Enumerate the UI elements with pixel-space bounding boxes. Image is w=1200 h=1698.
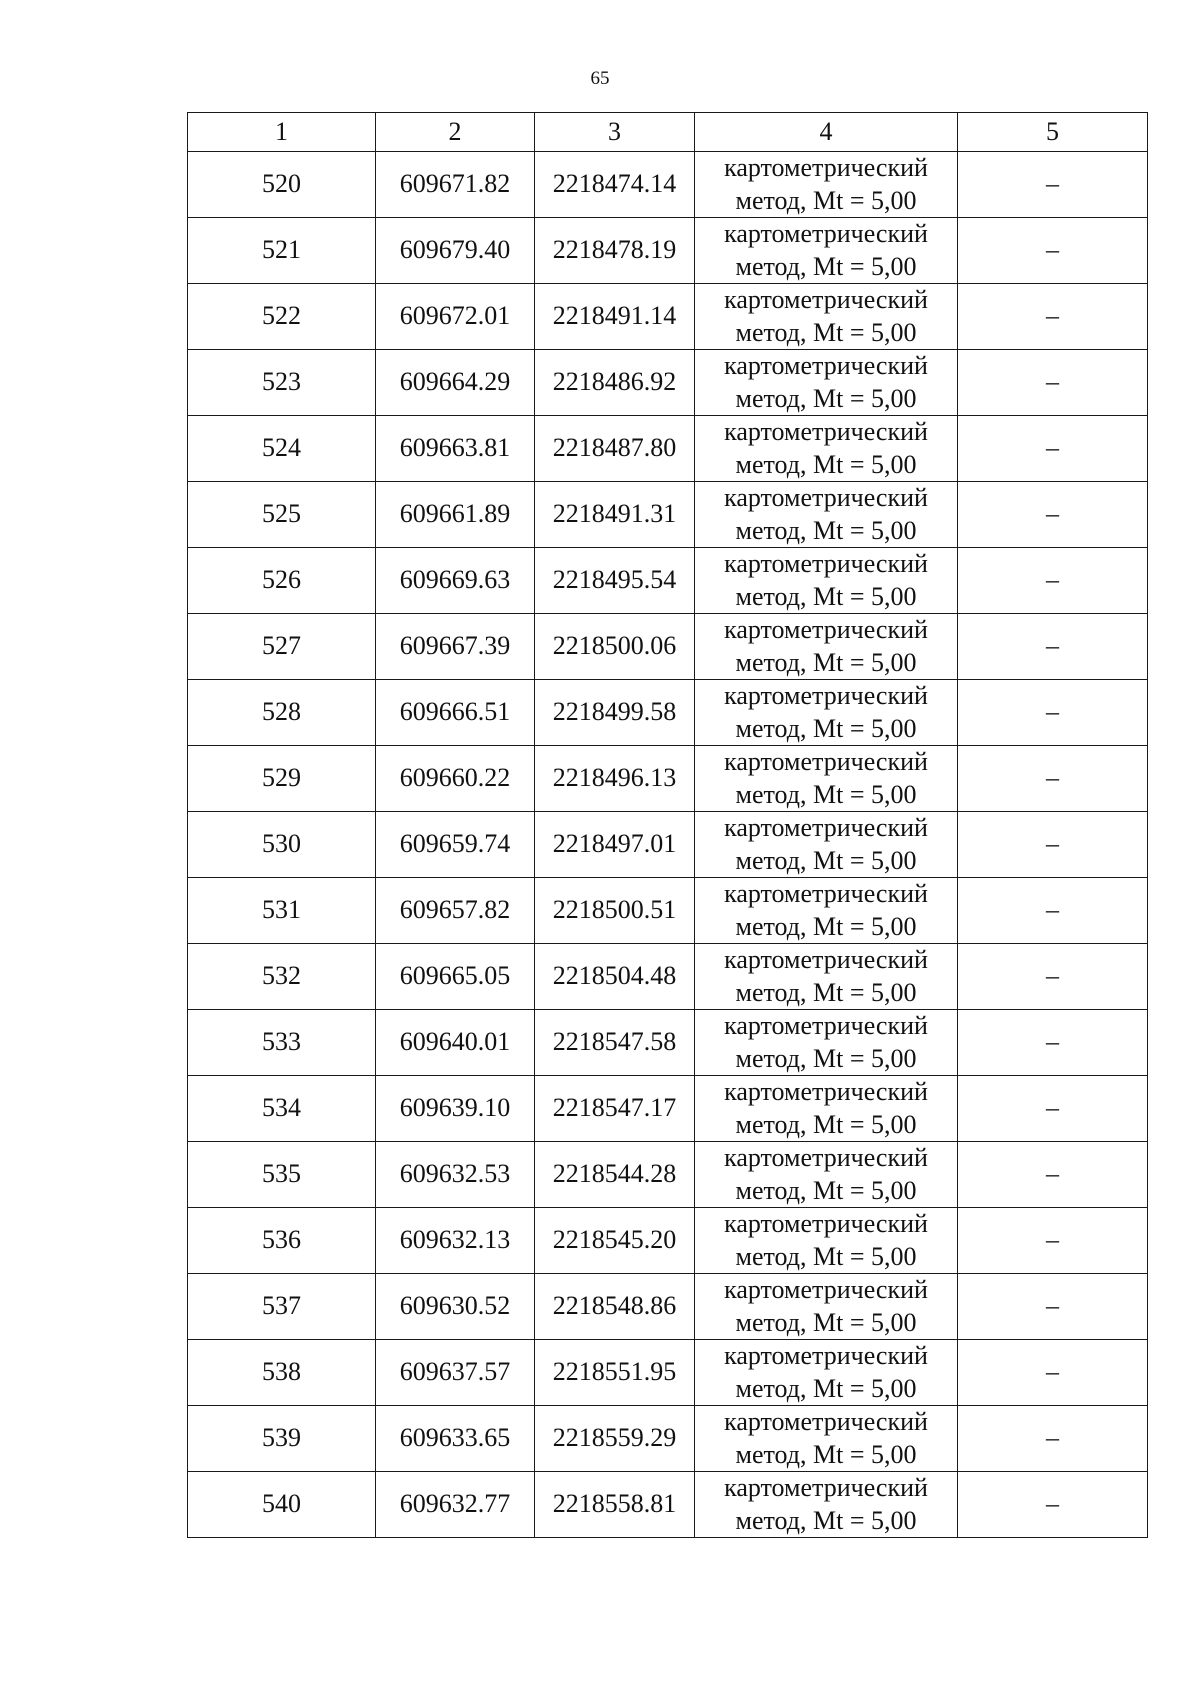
point-number-cell: 535 <box>188 1142 376 1208</box>
note-cell: – <box>958 350 1148 416</box>
method-line-2: метод, Mt = 5,00 <box>735 779 917 809</box>
method-line-1: картометрический <box>724 1341 928 1370</box>
method-line-2: метод, Mt = 5,00 <box>735 185 917 215</box>
method-line-1: картометрический <box>724 351 928 380</box>
y-coordinate-cell: 2218547.17 <box>535 1076 695 1142</box>
y-coordinate-cell: 2218499.58 <box>535 680 695 746</box>
method-cell <box>695 284 958 350</box>
x-coordinate-cell: 609639.10 <box>376 1076 535 1142</box>
method-cell <box>695 152 958 218</box>
method-line-2: метод, Mt = 5,00 <box>735 581 917 611</box>
method-line-1: картометрический <box>724 1011 928 1040</box>
table-row <box>188 1406 1148 1472</box>
table-row <box>188 1472 1148 1538</box>
point-number-cell: 532 <box>188 944 376 1010</box>
y-coordinate-cell: 2218491.14 <box>535 284 695 350</box>
table-row <box>188 1010 1148 1076</box>
method-line-2: метод, Mt = 5,00 <box>735 1373 917 1403</box>
table-row <box>188 548 1148 614</box>
column-header-3: 3 <box>535 113 695 152</box>
method-line-2: метод, Mt = 5,00 <box>735 1505 917 1535</box>
method-line-1: картометрический <box>724 1209 928 1238</box>
point-number-cell: 536 <box>188 1208 376 1274</box>
note-cell: – <box>958 1340 1148 1406</box>
x-coordinate-cell: 609666.51 <box>376 680 535 746</box>
y-coordinate-cell: 2218504.48 <box>535 944 695 1010</box>
table-row <box>188 218 1148 284</box>
y-coordinate-cell: 2218500.06 <box>535 614 695 680</box>
method-line-1: картометрический <box>724 747 928 776</box>
method-line-1: картометрический <box>724 945 928 974</box>
method-line-2: метод, Mt = 5,00 <box>735 515 917 545</box>
x-coordinate-cell: 609667.39 <box>376 614 535 680</box>
point-number-cell: 537 <box>188 1274 376 1340</box>
method-cell <box>695 1010 958 1076</box>
point-number-cell: 526 <box>188 548 376 614</box>
point-number-cell: 538 <box>188 1340 376 1406</box>
y-coordinate-cell: 2218544.28 <box>535 1142 695 1208</box>
table-row <box>188 614 1148 680</box>
method-line-2: метод, Mt = 5,00 <box>735 1307 917 1337</box>
note-cell: – <box>958 548 1148 614</box>
y-coordinate-cell: 2218558.81 <box>535 1472 695 1538</box>
y-coordinate-cell: 2218551.95 <box>535 1340 695 1406</box>
table-row <box>188 1076 1148 1142</box>
x-coordinate-cell: 609659.74 <box>376 812 535 878</box>
note-cell: – <box>958 878 1148 944</box>
method-cell <box>695 878 958 944</box>
point-number-cell: 528 <box>188 680 376 746</box>
table-row <box>188 152 1148 218</box>
method-line-1: картометрический <box>724 1407 928 1436</box>
x-coordinate-cell: 609632.13 <box>376 1208 535 1274</box>
coordinates-table <box>187 112 1148 1538</box>
note-cell: – <box>958 1274 1148 1340</box>
table-row <box>188 1274 1148 1340</box>
method-line-1: картометрический <box>724 483 928 512</box>
column-header-2: 2 <box>376 113 535 152</box>
method-cell <box>695 812 958 878</box>
x-coordinate-cell: 609679.40 <box>376 218 535 284</box>
method-line-2: метод, Mt = 5,00 <box>735 317 917 347</box>
x-coordinate-cell: 609660.22 <box>376 746 535 812</box>
method-cell <box>695 1076 958 1142</box>
note-cell: – <box>958 1208 1148 1274</box>
y-coordinate-cell: 2218474.14 <box>535 152 695 218</box>
note-cell: – <box>958 812 1148 878</box>
table-row <box>188 416 1148 482</box>
method-line-2: метод, Mt = 5,00 <box>735 845 917 875</box>
point-number-cell: 540 <box>188 1472 376 1538</box>
note-cell: – <box>958 218 1148 284</box>
method-line-2: метод, Mt = 5,00 <box>735 1439 917 1469</box>
method-cell <box>695 482 958 548</box>
point-number-cell: 539 <box>188 1406 376 1472</box>
table-row <box>188 812 1148 878</box>
y-coordinate-cell: 2218491.31 <box>535 482 695 548</box>
point-number-cell: 520 <box>188 152 376 218</box>
table-row <box>188 1142 1148 1208</box>
table-row <box>188 878 1148 944</box>
y-coordinate-cell: 2218496.13 <box>535 746 695 812</box>
point-number-cell: 530 <box>188 812 376 878</box>
table-header-row <box>188 113 1148 152</box>
point-number-cell: 521 <box>188 218 376 284</box>
table-row <box>188 1340 1148 1406</box>
x-coordinate-cell: 609632.77 <box>376 1472 535 1538</box>
method-line-1: картометрический <box>724 615 928 644</box>
y-coordinate-cell: 2218559.29 <box>535 1406 695 1472</box>
table-row <box>188 1208 1148 1274</box>
table-row <box>188 680 1148 746</box>
method-line-2: метод, Mt = 5,00 <box>735 713 917 743</box>
point-number-cell: 529 <box>188 746 376 812</box>
method-cell <box>695 680 958 746</box>
method-line-1: картометрический <box>724 1473 928 1502</box>
method-line-1: картометрический <box>724 1077 928 1106</box>
method-cell <box>695 1274 958 1340</box>
column-header-5: 5 <box>958 113 1148 152</box>
y-coordinate-cell: 2218548.86 <box>535 1274 695 1340</box>
note-cell: – <box>958 680 1148 746</box>
method-line-2: метод, Mt = 5,00 <box>735 977 917 1007</box>
method-cell <box>695 1472 958 1538</box>
x-coordinate-cell: 609665.05 <box>376 944 535 1010</box>
point-number-cell: 531 <box>188 878 376 944</box>
method-line-2: метод, Mt = 5,00 <box>735 647 917 677</box>
point-number-cell: 527 <box>188 614 376 680</box>
table-row <box>188 284 1148 350</box>
note-cell: – <box>958 614 1148 680</box>
x-coordinate-cell: 609672.01 <box>376 284 535 350</box>
method-cell <box>695 218 958 284</box>
table-body <box>188 152 1148 1538</box>
method-line-2: метод, Mt = 5,00 <box>735 251 917 281</box>
method-line-1: картометрический <box>724 681 928 710</box>
table-row <box>188 944 1148 1010</box>
y-coordinate-cell: 2218547.58 <box>535 1010 695 1076</box>
x-coordinate-cell: 609664.29 <box>376 350 535 416</box>
method-line-2: метод, Mt = 5,00 <box>735 1175 917 1205</box>
y-coordinate-cell: 2218487.80 <box>535 416 695 482</box>
method-line-1: картометрический <box>724 549 928 578</box>
note-cell: – <box>958 746 1148 812</box>
y-coordinate-cell: 2218486.92 <box>535 350 695 416</box>
column-header-4: 4 <box>695 113 958 152</box>
point-number-cell: 534 <box>188 1076 376 1142</box>
note-cell: – <box>958 284 1148 350</box>
point-number-cell: 525 <box>188 482 376 548</box>
method-line-2: метод, Mt = 5,00 <box>735 1241 917 1271</box>
note-cell: – <box>958 482 1148 548</box>
point-number-cell: 524 <box>188 416 376 482</box>
x-coordinate-cell: 609633.65 <box>376 1406 535 1472</box>
y-coordinate-cell: 2218497.01 <box>535 812 695 878</box>
note-cell: – <box>958 944 1148 1010</box>
table-row <box>188 482 1148 548</box>
point-number-cell: 522 <box>188 284 376 350</box>
y-coordinate-cell: 2218545.20 <box>535 1208 695 1274</box>
x-coordinate-cell: 609630.52 <box>376 1274 535 1340</box>
table-row <box>188 350 1148 416</box>
method-line-2: метод, Mt = 5,00 <box>735 1043 917 1073</box>
method-line-1: картометрический <box>724 1275 928 1304</box>
method-line-1: картометрический <box>724 879 928 908</box>
x-coordinate-cell: 609669.63 <box>376 548 535 614</box>
x-coordinate-cell: 609637.57 <box>376 1340 535 1406</box>
method-line-2: метод, Mt = 5,00 <box>735 1109 917 1139</box>
method-cell <box>695 746 958 812</box>
method-cell <box>695 548 958 614</box>
method-line-1: картометрический <box>724 417 928 446</box>
table-row <box>188 746 1148 812</box>
method-cell <box>695 1142 958 1208</box>
method-cell <box>695 416 958 482</box>
method-cell <box>695 1340 958 1406</box>
x-coordinate-cell: 609640.01 <box>376 1010 535 1076</box>
point-number-cell: 523 <box>188 350 376 416</box>
method-line-1: картометрический <box>724 813 928 842</box>
x-coordinate-cell: 609671.82 <box>376 152 535 218</box>
y-coordinate-cell: 2218478.19 <box>535 218 695 284</box>
note-cell: – <box>958 152 1148 218</box>
method-cell <box>695 1406 958 1472</box>
x-coordinate-cell: 609661.89 <box>376 482 535 548</box>
method-cell <box>695 614 958 680</box>
page-number: 65 <box>590 68 610 89</box>
point-number-cell: 533 <box>188 1010 376 1076</box>
method-line-1: картометрический <box>724 153 928 182</box>
method-cell <box>695 944 958 1010</box>
note-cell: – <box>958 416 1148 482</box>
x-coordinate-cell: 609663.81 <box>376 416 535 482</box>
method-cell <box>695 1208 958 1274</box>
method-line-2: метод, Mt = 5,00 <box>735 449 917 479</box>
column-header-1: 1 <box>188 113 376 152</box>
method-line-2: метод, Mt = 5,00 <box>735 383 917 413</box>
note-cell: – <box>958 1406 1148 1472</box>
method-line-1: картометрический <box>724 285 928 314</box>
y-coordinate-cell: 2218500.51 <box>535 878 695 944</box>
note-cell: – <box>958 1472 1148 1538</box>
note-cell: – <box>958 1010 1148 1076</box>
method-line-2: метод, Mt = 5,00 <box>735 911 917 941</box>
method-cell <box>695 350 958 416</box>
note-cell: – <box>958 1142 1148 1208</box>
method-line-1: картометрический <box>724 1143 928 1172</box>
x-coordinate-cell: 609657.82 <box>376 878 535 944</box>
method-line-1: картометрический <box>724 219 928 248</box>
note-cell: – <box>958 1076 1148 1142</box>
x-coordinate-cell: 609632.53 <box>376 1142 535 1208</box>
y-coordinate-cell: 2218495.54 <box>535 548 695 614</box>
